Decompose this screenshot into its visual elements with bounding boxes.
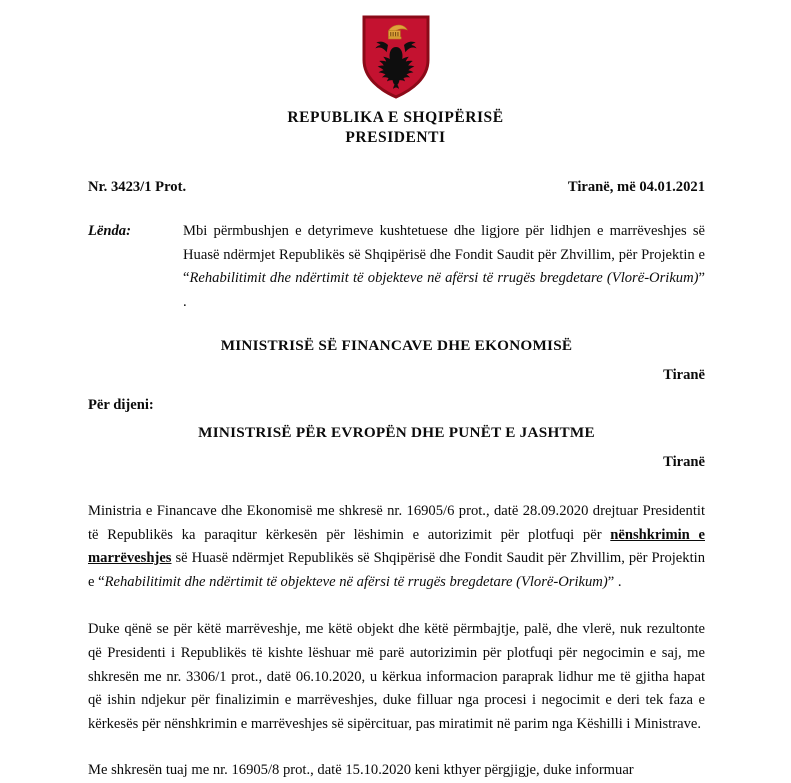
primary-addressee-city: Tiranë [663, 367, 705, 383]
subject-text [183, 220, 705, 314]
subject-block [88, 196, 705, 314]
secondary-addressee-city: Tiranë [663, 454, 705, 470]
paragraph-1-project-title: Rehabilitimit dhe ndërtimit të objekteve në afërsi të rrugës bregdetare (Vlorë-Orikum) [104, 573, 608, 590]
addressee-block [88, 314, 705, 472]
reference-row [88, 148, 705, 196]
subject-label: Lënda: [88, 223, 131, 239]
crest-container [0, 14, 791, 100]
subject-text-lead: Mbi përmbushjen e detyrimeve kushtetuese dhe ligjore për lidhjen e marrëveshjes së Huasë ndërmjet Republikës së Shqipërisë dhe Fondit Saudit për Zhvillim, për Projektin e “ [183, 223, 705, 286]
protocol-number: Nr. 3423/1 Prot. [88, 179, 187, 195]
cc-label: Për dijeni: [88, 397, 154, 413]
subject-text-tail: ” . [183, 270, 705, 310]
paragraph-1-emphasis: nënshkrimin e marrëveshjes [88, 526, 705, 567]
paragraph-1-tail: ” . [607, 573, 622, 590]
body-block [88, 472, 705, 783]
organization-subtitle: PRESIDENTI [345, 129, 446, 146]
albanian-coat-of-arms-icon [358, 14, 434, 100]
paragraph-2: Duke qënë se për këtë marrëveshje, me këtë objekt dhe këtë përmbajtje, palë, dhe vlerë, nuk rezultonte që Presidenti i Republikës të kishte lëshuar më parë autorizimin për plotfuqi për negocimin e saj, me shkresën me nr. 3306/1 prot., datë 06.10.2020, u kërkua informacion paraprak lidhur me të gjitha hapat që ishin ndjekur për finalizimin e marrëveshjes, duke filluar nga procesi i negocimit e deri tek faza e kërkesës për nënshkrimin e marrëveshjes së sipërcituar, pas miratimit në parim nga Këshilli i Ministrave. [88, 621, 705, 732]
secondary-addressee: MINISTRISË PËR EVROPËN DHE PUNËT E JASHTME [198, 424, 595, 441]
organization-title: REPUBLIKA E SHQIPËRISË [287, 109, 504, 126]
letterhead [0, 0, 791, 148]
paragraph-1-lead: Ministria e Financave dhe Ekonomisë me shkresë nr. 16905/6 prot., datë 28.09.2020 drejtuar Presidentit të Republikës ka paraqitur kërkesën për lëshimin e autorizimit për plotfuqi për [88, 503, 705, 543]
subject-project-title: Rehabilitimit dhe ndërtimit të objekteve në afërsi të rrugës bregdetare (Vlorë-Orikum) [189, 270, 699, 286]
place-and-date: Tiranë, më 04.01.2021 [567, 179, 705, 195]
paragraph-1 [88, 472, 705, 594]
primary-addressee: MINISTRISË SË FINANCAVE DHE EKONOMISË [220, 337, 573, 354]
paragraph-3: Me shkresën tuaj me nr. 16905/8 prot., datë 15.10.2020 keni kthyer përgjigje, duke informuar [88, 762, 634, 779]
paragraph-1-mid: së Huasë ndërmjet Republikës së Shqipërisë dhe Fondit Saudit për Zhvillim, për Projektin e “ [88, 550, 705, 590]
